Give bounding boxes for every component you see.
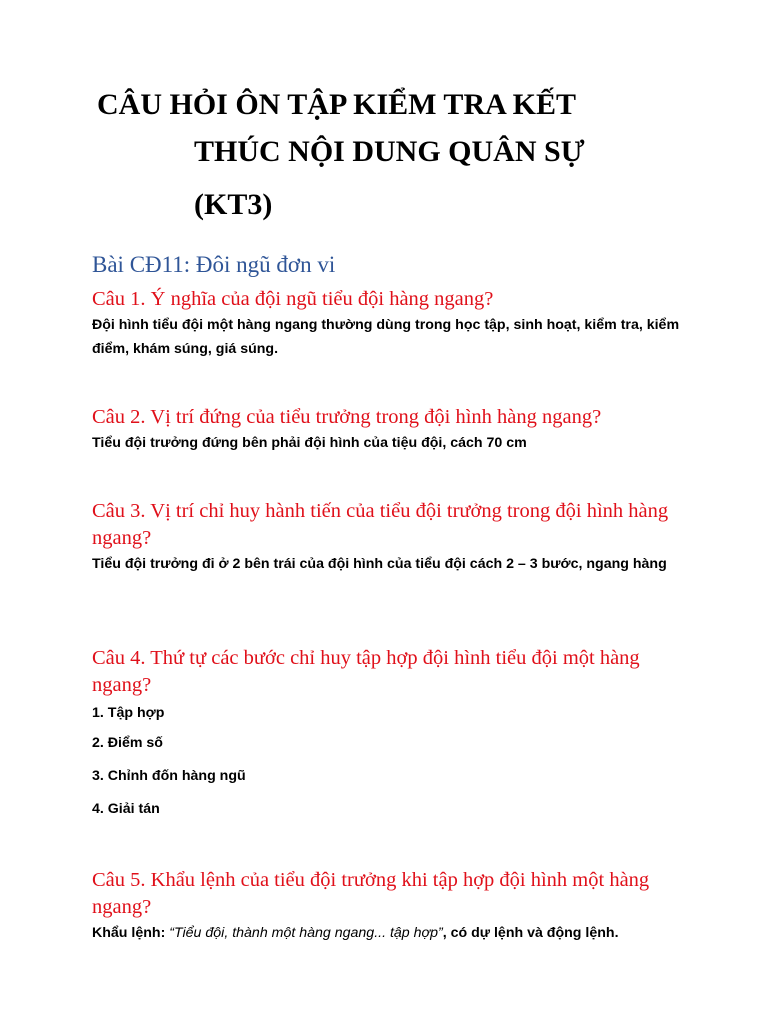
step-item-4: 4. Giải tán bbox=[92, 801, 160, 817]
document-title-line-3: (KT3) bbox=[194, 188, 273, 221]
step-list bbox=[92, 699, 692, 826]
question-5: Câu 5. Khẩu lệnh của tiểu đội trưởng khi tập hợp đội hình một hàng ngang? bbox=[92, 869, 650, 918]
question-block-3 bbox=[92, 498, 692, 576]
answer-3: Tiểu đội trưởng đi ở 2 bên trái của đội hình của tiểu đội cách 2 – 3 bước, ngang hàng bbox=[92, 556, 667, 572]
step-item-2: 2. Điểm số bbox=[92, 735, 163, 751]
question-block-2 bbox=[92, 404, 692, 455]
question-block-5 bbox=[92, 867, 692, 945]
question-1: Câu 1. Ý nghĩa của đội ngũ tiểu đội hàng ngang? bbox=[92, 288, 494, 310]
question-block-1 bbox=[92, 286, 692, 361]
question-4: Câu 4. Thứ tự các bước chỉ huy tập hợp đội hình tiểu đội một hàng ngang? bbox=[92, 647, 640, 696]
answer-5-suffix: , có dự lệnh và động lệnh. bbox=[442, 925, 619, 941]
answer-5-command-quote: “Tiểu đội, thành một hàng ngang... tập hợp” bbox=[169, 925, 443, 941]
question-2: Câu 2. Vị trí đứng của tiểu trưởng trong đội hình hàng ngang? bbox=[92, 406, 602, 428]
document-title-line-1: CÂU HỎI ÔN TẬP KIỂM TRA KẾT bbox=[97, 88, 576, 121]
document-title-line-2: THÚC NỘI DUNG QUÂN SỰ bbox=[194, 135, 585, 168]
question-3: Câu 3. Vị trí chỉ huy hành tiến của tiểu đội trưởng trong đội hình hàng ngang? bbox=[92, 500, 669, 549]
answer-2: Tiểu đội trưởng đứng bên phải đội hình của tiệu đội, cách 70 cm bbox=[92, 435, 527, 451]
step-item-3: 3. Chỉnh đốn hàng ngũ bbox=[92, 768, 246, 784]
answer-5 bbox=[92, 921, 692, 945]
section-title: Bài CĐ11: Đôi ngũ đơn vi bbox=[92, 252, 336, 277]
step-item-1: 1. Tập hợp bbox=[92, 705, 165, 721]
question-block-4 bbox=[92, 645, 692, 826]
answer-5-prefix: Khẩu lệnh: bbox=[92, 925, 170, 941]
answer-1: Đội hình tiểu đội một hàng ngang thường dùng trong học tập, sinh hoạt, kiểm tra, kiểm điểm, khám súng, giá súng. bbox=[92, 317, 680, 357]
